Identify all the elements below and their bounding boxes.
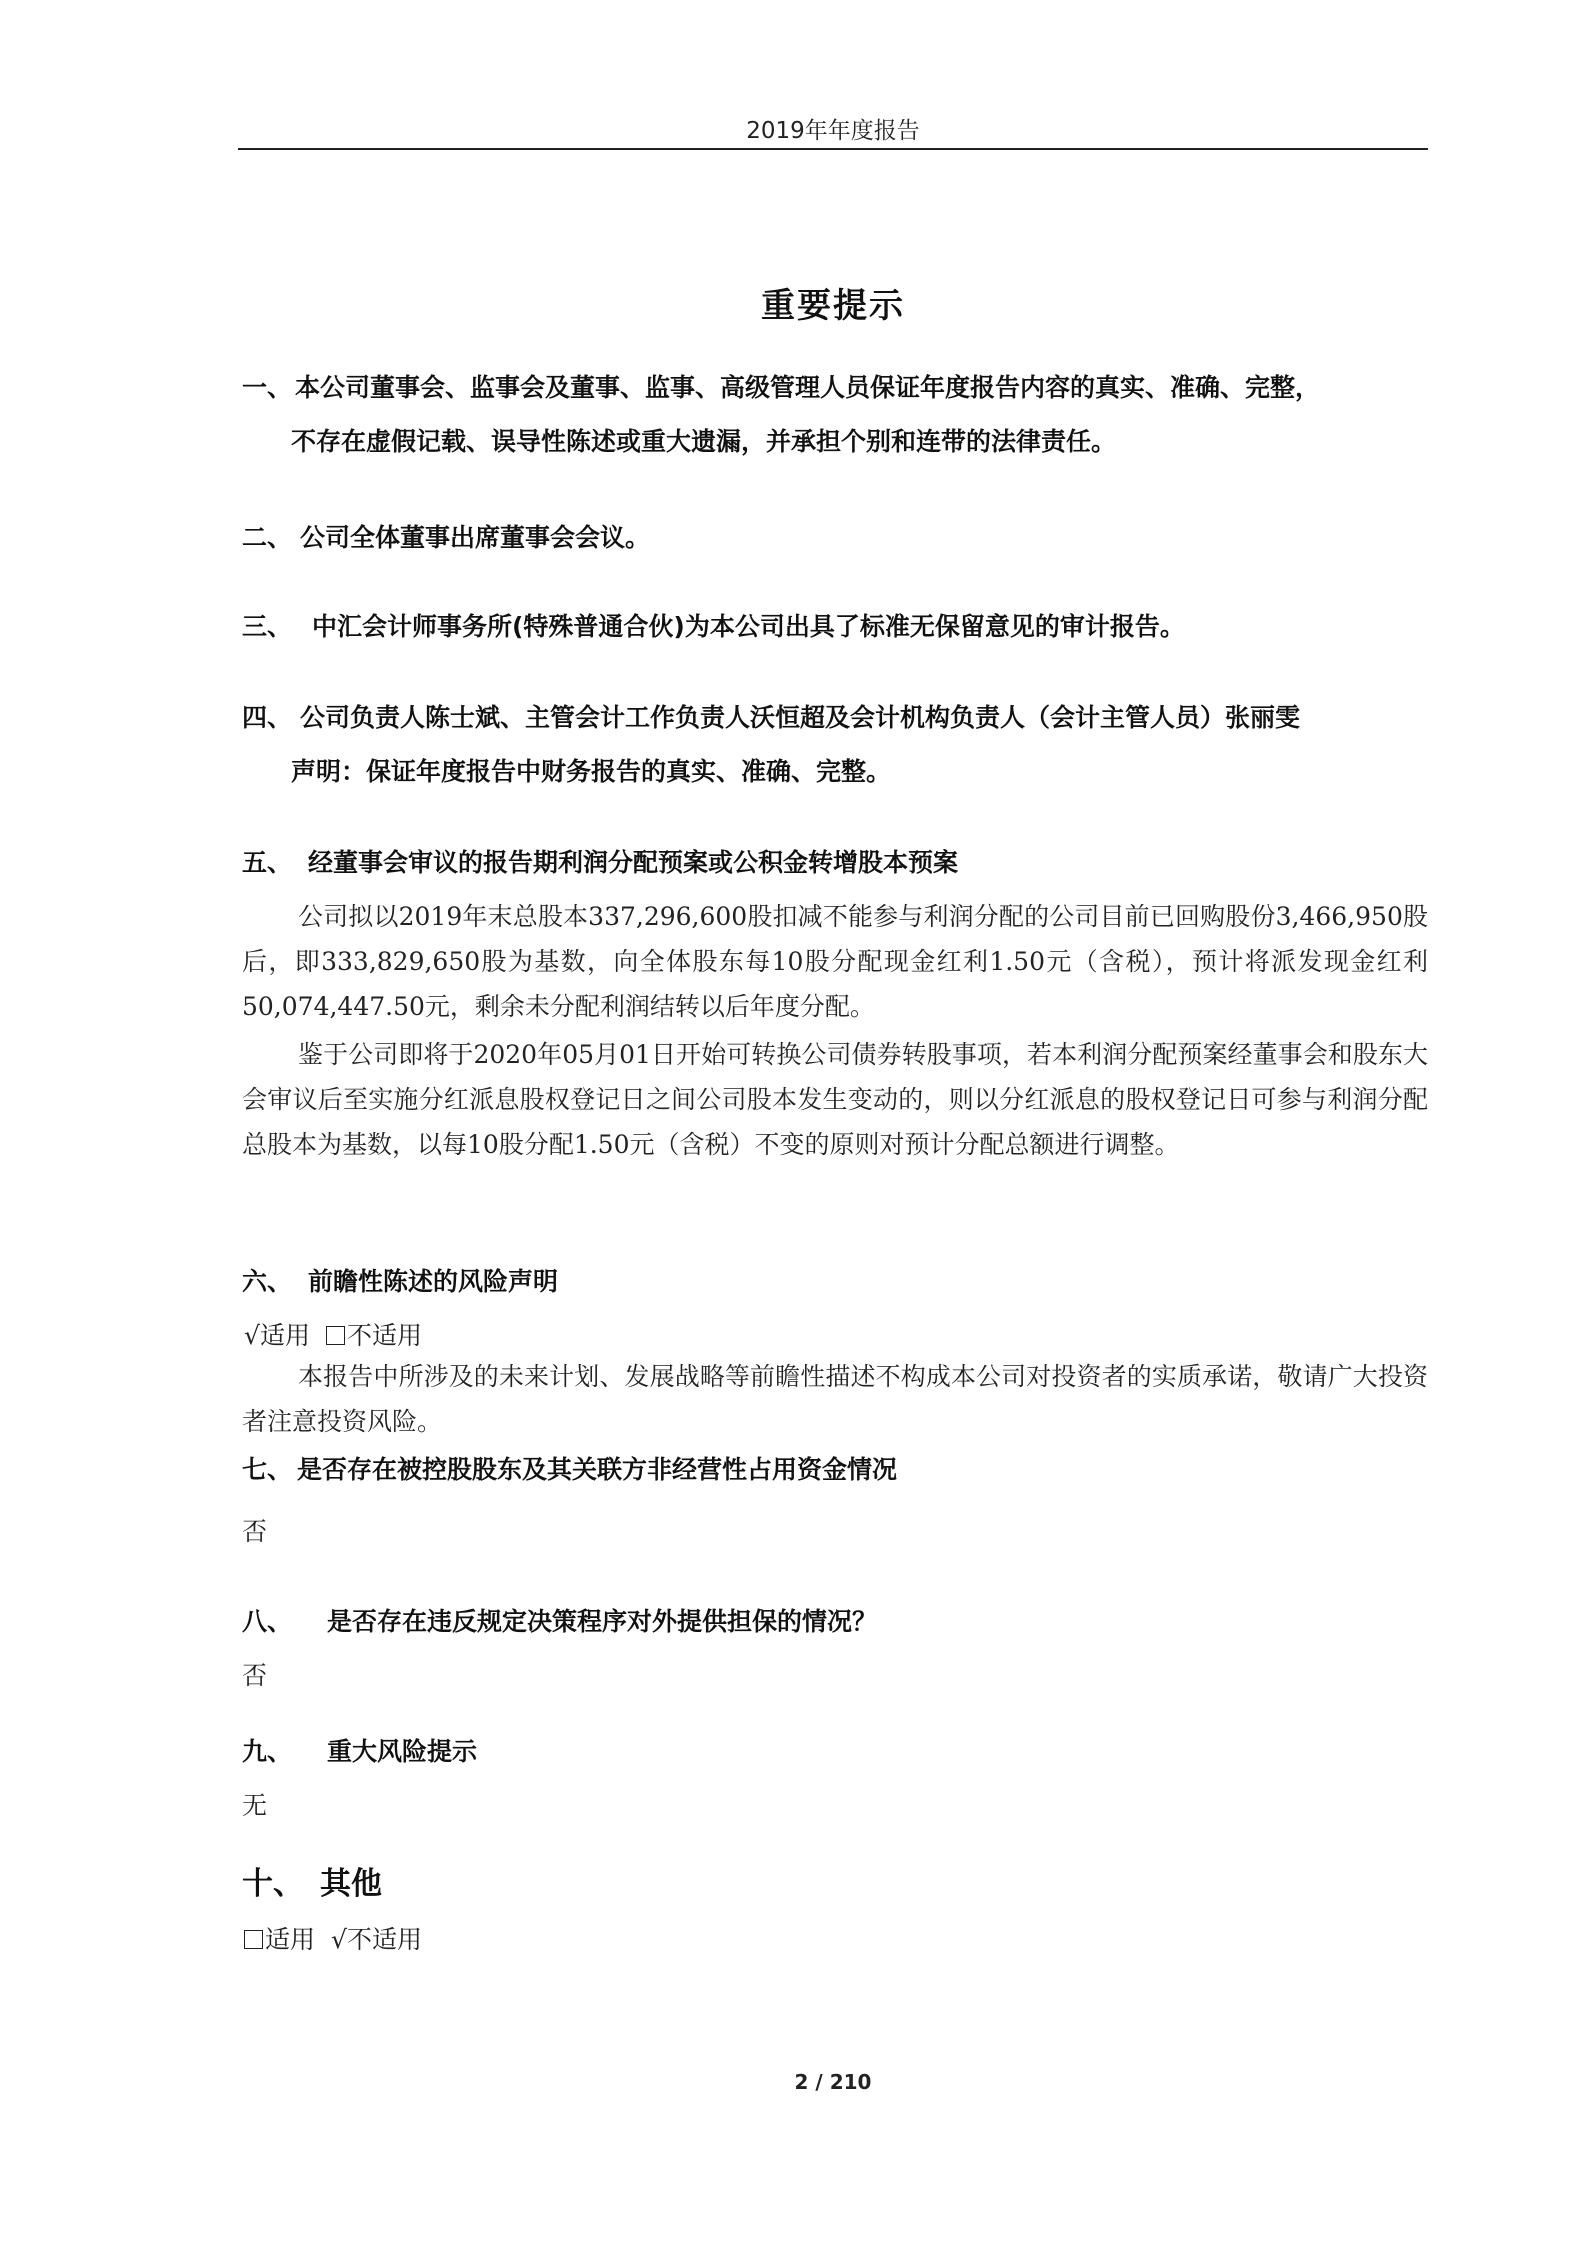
section-10-heading: 其他	[320, 1866, 382, 1902]
not-applicable-check-icon: √	[331, 1925, 347, 1954]
section-6-applicability	[244, 1316, 422, 1352]
section-8-number: 八、	[242, 1607, 293, 1636]
page-title: 重要提示	[761, 286, 905, 326]
section-5-paragraph-1: 公司拟以2019年末总股本337,296,600股扣减不能参与利润分配的公司目前已回购股份3,466,950股后，即333,829,650股为基数，向全体股东每10股分配现金红利1.50元（含税），预计将派发现金红利50,074,447.50元，剩余未分配利润结转以后年度分配。	[242, 902, 1428, 1021]
unchecked-box-icon	[326, 1326, 345, 1345]
running-header-title: 2019年年度报告	[746, 118, 920, 144]
section-3-number: 三、	[242, 612, 293, 641]
page-number: 2 / 210	[794, 2070, 872, 2094]
section-8-answer: 否	[242, 1661, 268, 1690]
section-7-answer: 否	[242, 1517, 268, 1546]
section-8-heading: 是否存在违反规定决策程序对外提供担保的情况？	[327, 1607, 878, 1636]
section-1-line-1: 本公司董事会、监事会及董事、监事、高级管理人员保证年度报告内容的真实、准确、完整，	[295, 373, 1321, 402]
unchecked-box-icon	[244, 1930, 263, 1949]
section-9-number: 九、	[242, 1737, 293, 1766]
applicable-label: 适用	[259, 1321, 310, 1350]
section-7-heading: 是否存在被控股股东及其关联方非经营性占用资金情况	[297, 1455, 898, 1484]
section-1-line-2: 不存在虚假记载、误导性陈述或重大遗漏，并承担个别和连带的法律责任。	[291, 427, 1117, 456]
applicable-check-icon: √	[244, 1321, 260, 1350]
section-5-heading: 经董事会审议的报告期利润分配预案或公积金转增股本预案	[308, 848, 959, 877]
section-6-heading: 前瞻性陈述的风险声明	[308, 1267, 559, 1296]
section-9-answer: 无	[242, 1791, 268, 1820]
not-applicable-label: 不适用	[346, 1925, 422, 1954]
section-6-number: 六、	[242, 1267, 293, 1296]
section-2-text: 公司全体董事出席董事会会议。	[300, 523, 651, 552]
section-4-number: 四、	[242, 703, 293, 732]
section-5-number: 五、	[242, 848, 293, 877]
section-1-number: 一、	[242, 373, 293, 402]
not-applicable-label: 不适用	[346, 1321, 422, 1350]
section-2-number: 二、	[242, 523, 293, 552]
section-10-applicability	[244, 1920, 422, 1956]
section-5-paragraph-2: 鉴于公司即将于2020年05月01日开始可转换公司债券转股事项，若本利润分配预案经董事会和股东大会审议后至实施分红派息股权登记日之间公司股本发生变动的，则以分红派息的股权登记日可参与利润分配总股本为基数，以每10股分配1.50元（含税）不变的原则对预计分配总额进行调整。	[242, 1040, 1428, 1159]
section-4-line-2: 声明：保证年度报告中财务报告的真实、准确、完整。	[291, 757, 892, 786]
section-6-paragraph: 本报告中所涉及的未来计划、发展战略等前瞻性描述不构成本公司对投资者的实质承诺，敬请广大投资者注意投资风险。	[242, 1362, 1428, 1436]
section-3-text: 中汇会计师事务所(特殊普通合伙)为本公司出具了标准无保留意见的审计报告。	[312, 612, 1185, 641]
header-divider	[238, 148, 1428, 150]
section-9-heading: 重大风险提示	[327, 1737, 478, 1766]
applicable-label: 适用	[265, 1925, 316, 1954]
section-7-number: 七、	[242, 1455, 293, 1484]
section-4-line-1: 公司负责人陈士斌、主管会计工作负责人沃恒超及会计机构负责人（会计主管人员）张丽雯	[300, 703, 1301, 732]
section-10-number: 十、	[242, 1866, 304, 1902]
